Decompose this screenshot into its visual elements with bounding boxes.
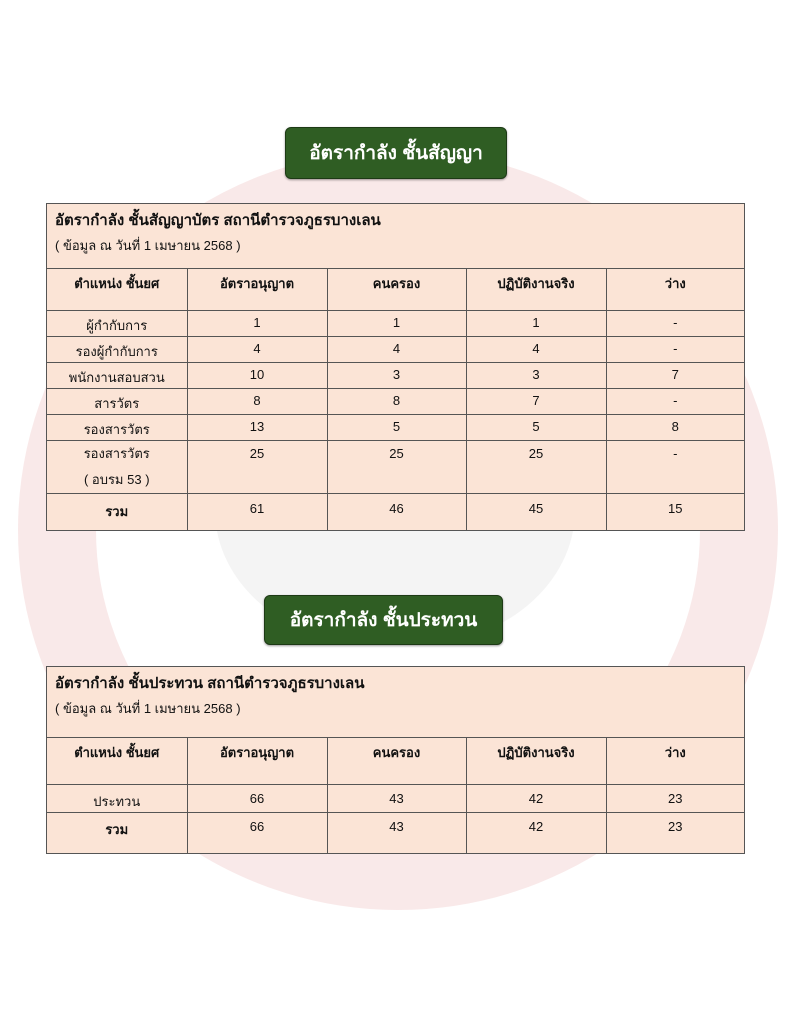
cell-authorized: 1 <box>187 310 327 336</box>
cell-filled: 3 <box>327 362 466 388</box>
cell-filled: 8 <box>327 388 466 414</box>
section-badge-commissioned <box>285 127 507 179</box>
cell-on-duty: 5 <box>466 414 606 440</box>
section-badge-label: อัตรากำลัง ชั้นประทวน <box>289 610 478 631</box>
column-header-vacant: ว่าง <box>606 738 744 784</box>
cell-authorized: 4 <box>187 336 327 362</box>
table-header-block <box>47 667 744 738</box>
column-header-authorized: อัตราอนุญาต <box>187 738 327 784</box>
table-row <box>47 440 744 493</box>
noncommissioned-staffing-table <box>46 666 745 854</box>
cell-position: รองผู้กำกับการ <box>47 336 187 362</box>
total-vacant: 15 <box>668 500 683 516</box>
total-on-duty: 45 <box>466 493 606 530</box>
total-authorized: 61 <box>187 493 327 530</box>
cell-authorized: 13 <box>187 414 327 440</box>
column-header-filled: คนครอง <box>327 269 466 310</box>
cell-position <box>47 440 187 493</box>
table-row <box>47 336 744 362</box>
cell-vacant: 8 <box>606 414 744 440</box>
cell-position-label: รองสารวัตร <box>83 445 150 461</box>
cell-vacant: - <box>606 388 744 414</box>
cell-authorized: 66 <box>187 784 327 812</box>
cell-position: ผู้กำกับการ <box>47 310 187 336</box>
column-header-position: ตำแหน่ง ชั้นยศ <box>47 269 187 310</box>
cell-on-duty: 4 <box>466 336 606 362</box>
cell-position: ประทวน <box>47 784 187 812</box>
cell-on-duty: 42 <box>466 784 606 812</box>
cell-on-duty: 1 <box>466 310 606 336</box>
cell-position: สารวัตร <box>47 388 187 414</box>
column-header-on-duty: ปฏิบัติงานจริง <box>466 269 606 310</box>
cell-filled: 4 <box>327 336 466 362</box>
column-header-on-duty: ปฏิบัติงานจริง <box>466 738 606 784</box>
total-row <box>47 493 744 530</box>
column-header-vacant: ว่าง <box>606 269 744 310</box>
cell-authorized: 25 <box>187 440 327 493</box>
cell-vacant: - <box>606 336 744 362</box>
table-title: อัตรากำลัง ชั้นประทวน สถานีตำรวจภูธรบางเลน <box>55 675 365 692</box>
total-vacant: 23 <box>668 818 683 834</box>
total-filled: 43 <box>327 812 466 853</box>
table-title: อัตรากำลัง ชั้นสัญญาบัตร สถานีตำรวจภูธรบางเลน <box>55 212 381 229</box>
staffing-grid <box>47 269 744 530</box>
column-header-position: ตำแหน่ง ชั้นยศ <box>47 738 187 784</box>
cell-filled: 25 <box>327 440 466 493</box>
cell-vacant: 23 <box>606 784 744 812</box>
column-header-row <box>47 738 744 784</box>
section-badge-noncommissioned <box>264 595 503 645</box>
cell-position: พนักงานสอบสวน <box>47 362 187 388</box>
table-row <box>47 388 744 414</box>
cell-filled: 5 <box>327 414 466 440</box>
cell-authorized: 8 <box>187 388 327 414</box>
table-row <box>47 414 744 440</box>
table-date-note: ( ข้อมูล ณ วันที่ 1 เมษายน 2568 ) <box>55 701 241 716</box>
total-row <box>47 812 744 853</box>
cell-vacant: - <box>606 440 744 493</box>
table-row <box>47 362 744 388</box>
total-on-duty: 42 <box>466 812 606 853</box>
cell-on-duty: 3 <box>466 362 606 388</box>
total-label: รวม <box>47 493 187 530</box>
cell-position-note: ( อบรม 53 ) <box>83 471 150 487</box>
cell-filled: 43 <box>327 784 466 812</box>
column-header-row <box>47 269 744 310</box>
cell-authorized: 10 <box>187 362 327 388</box>
table-date-note: ( ข้อมูล ณ วันที่ 1 เมษายน 2568 ) <box>55 238 241 253</box>
total-label: รวม <box>47 812 187 853</box>
commissioned-staffing-table <box>46 203 745 531</box>
table-row <box>47 310 744 336</box>
column-header-authorized: อัตราอนุญาต <box>187 269 327 310</box>
staffing-grid <box>47 738 744 853</box>
cell-filled: 1 <box>327 310 466 336</box>
cell-position: รองสารวัตร <box>47 414 187 440</box>
section-badge-label: อัตรากำลัง ชั้นสัญญา <box>309 143 483 164</box>
table-header-block <box>47 204 744 269</box>
table-row <box>47 784 744 812</box>
total-filled: 46 <box>327 493 466 530</box>
cell-on-duty: 7 <box>466 388 606 414</box>
column-header-filled: คนครอง <box>327 738 466 784</box>
cell-vacant: - <box>606 310 744 336</box>
cell-on-duty: 25 <box>466 440 606 493</box>
total-authorized: 66 <box>187 812 327 853</box>
cell-vacant: 7 <box>606 362 744 388</box>
